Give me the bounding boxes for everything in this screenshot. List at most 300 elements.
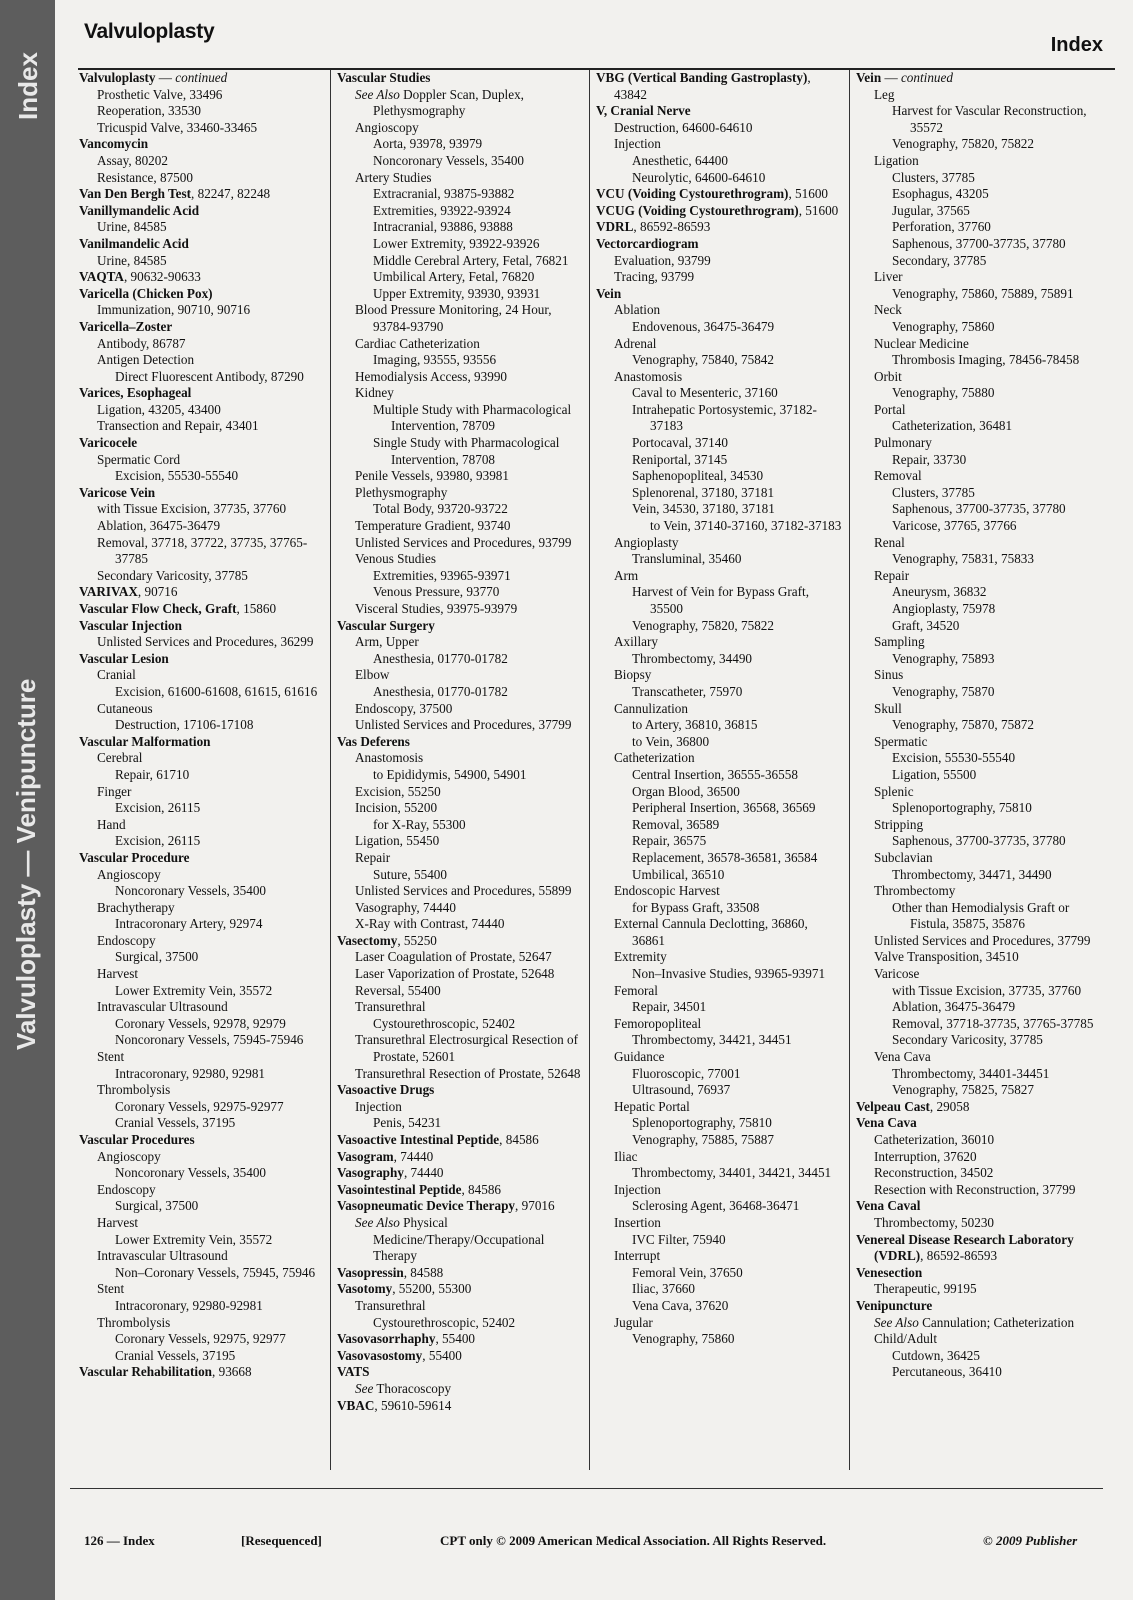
index-subentry: Lower Extremity, 93922-93926 bbox=[373, 235, 540, 251]
index-subentry: Coronary Vessels, 92975, 92977 bbox=[115, 1331, 286, 1347]
index-subentry: Aorta, 93978, 93979 bbox=[373, 136, 483, 152]
index-subentry: Secondary Varicosity, 37785 bbox=[97, 567, 248, 583]
index-subentry: Perforation, 37760 bbox=[892, 219, 991, 235]
index-subentry: Secondary, 37785 bbox=[892, 252, 987, 268]
index-subentry: Harvest bbox=[97, 1214, 139, 1230]
index-subentry: Repair, 61710 bbox=[115, 766, 190, 782]
index-subentry: Aneurysm, 36832 bbox=[892, 584, 987, 600]
index-main-entry: Vascular Injection bbox=[79, 617, 182, 633]
index-subentry: Biopsy bbox=[614, 667, 652, 683]
index-subentry: Venous Pressure, 93770 bbox=[373, 584, 500, 600]
index-subentry: Angioscopy bbox=[97, 866, 161, 882]
index-subentry: Umbilical Artery, Fetal, 76820 bbox=[373, 269, 535, 285]
index-subentry: Thrombosis Imaging, 78456-78458 bbox=[892, 352, 1080, 368]
index-subentry: Ligation, 43205, 43400 bbox=[97, 401, 221, 417]
index-subentry: Venography, 75885, 75887 bbox=[632, 1132, 774, 1147]
index-column-4 bbox=[856, 70, 1096, 1470]
index-main-entry: VDRL, 86592-86593 bbox=[596, 219, 711, 235]
index-subentry: Blood Pressure Monitoring, 24 Hour, 93784-93790 bbox=[355, 302, 552, 334]
index-subentry: Catheterization bbox=[614, 750, 695, 766]
side-tab-index bbox=[10, 52, 46, 180]
index-subentry: Therapeutic, 99195 bbox=[874, 1281, 977, 1297]
index-subentry: Splenoportography, 75810 bbox=[632, 1115, 772, 1131]
index-main-entry: VBG (Vertical Banding Gastroplasty), 43842 bbox=[596, 70, 811, 102]
index-column-3 bbox=[596, 70, 843, 1470]
publisher-notice: © 2009 Publisher bbox=[983, 1533, 1078, 1548]
index-subentry: Prosthetic Valve, 33496 bbox=[97, 86, 223, 102]
index-subentry: Ablation, 36475-36479 bbox=[97, 518, 221, 534]
index-subentry: Ablation bbox=[614, 302, 661, 318]
index-main-entry: Varices, Esophageal bbox=[79, 385, 192, 401]
index-main-entry: Valvuloplasty — continued bbox=[79, 70, 228, 85]
index-subentry: Stripping bbox=[874, 816, 924, 832]
index-subentry: Ligation bbox=[874, 152, 919, 168]
index-subentry: External Cannula Declotting, 36860, 36861 bbox=[614, 916, 808, 948]
index-main-entry: Vasovasorrhaphy, 55400 bbox=[337, 1331, 476, 1347]
index-subentry: Insertion bbox=[614, 1214, 661, 1230]
index-subentry: Plethysmography bbox=[355, 484, 448, 500]
index-main-entry: Vasovasostomy, 55400 bbox=[337, 1347, 462, 1363]
index-subentry: Skull bbox=[874, 700, 902, 716]
index-main-entry: Vein — continued bbox=[856, 70, 953, 85]
index-subentry: Angioplasty, 75978 bbox=[892, 601, 996, 616]
index-subentry: Angioplasty bbox=[614, 534, 679, 550]
index-subentry: Destruction, 17106-17108 bbox=[115, 717, 254, 733]
index-subentry: Excision, 55530-55540 bbox=[892, 750, 1016, 766]
index-subentry: Brachytherapy bbox=[97, 899, 175, 915]
index-subentry: Portal bbox=[874, 401, 906, 417]
index-subentry: Replacement, 36578-36581, 36584 bbox=[632, 849, 818, 865]
index-subentry: Axillary bbox=[614, 634, 658, 650]
index-subentry: Venography, 75893 bbox=[892, 650, 995, 666]
index-main-entry: Vena Cava bbox=[856, 1115, 917, 1131]
index-subentry: to Artery, 36810, 36815 bbox=[632, 717, 758, 733]
index-subentry: Unlisted Services and Procedures, 36299 bbox=[97, 634, 314, 650]
index-subentry: Endovenous, 36475-36479 bbox=[632, 318, 775, 334]
index-main-entry: Vascular Lesion bbox=[79, 650, 169, 666]
index-main-entry: VBAC, 59610-59614 bbox=[337, 1397, 452, 1413]
index-subentry: Coronary Vessels, 92975-92977 bbox=[115, 1098, 284, 1114]
index-subentry: Hemodialysis Access, 93990 bbox=[355, 368, 508, 384]
index-subentry: Evaluation, 93799 bbox=[614, 252, 711, 268]
index-main-entry: Vasoactive Drugs bbox=[337, 1082, 435, 1098]
index-subentry: to Vein, 37140-37160, 37182-37183 bbox=[650, 518, 842, 534]
index-main-entry: Vascular Procedures bbox=[79, 1132, 195, 1147]
side-tab bbox=[0, 0, 55, 1600]
index-subentry: Fluoroscopic, 77001 bbox=[632, 1065, 741, 1081]
index-main-entry: Varicella–Zoster bbox=[79, 318, 173, 334]
index-subentry: Venography, 75860, 75889, 75891 bbox=[892, 285, 1074, 301]
index-subentry: Assay, 80202 bbox=[97, 152, 168, 168]
index-subentry: Transection and Repair, 43401 bbox=[97, 418, 259, 434]
index-subentry: Neck bbox=[874, 302, 902, 318]
index-subentry: Vena Cava bbox=[874, 1049, 931, 1065]
index-subentry: Resection with Reconstruction, 37799 bbox=[874, 1181, 1076, 1197]
index-subentry: Excision, 61600-61608, 61615, 61616 bbox=[115, 683, 318, 699]
index-subentry: Femoropopliteal bbox=[614, 1015, 702, 1031]
index-main-entry: Vascular Flow Check, Graft, 15860 bbox=[79, 601, 277, 616]
index-subentry: Coronary Vessels, 92978, 92979 bbox=[115, 1015, 286, 1031]
index-subentry: Removal, 36589 bbox=[632, 816, 720, 832]
copyright-notice: CPT only © 2009 American Medical Association. All Rights Reserved. bbox=[440, 1533, 827, 1548]
index-main-entry: Varicella (Chicken Pox) bbox=[79, 285, 213, 301]
index-subentry: Sclerosing Agent, 36468-36471 bbox=[632, 1198, 800, 1214]
index-subentry: with Tissue Excision, 37735, 37760 bbox=[892, 982, 1082, 998]
index-subentry: Valve Transposition, 34510 bbox=[874, 949, 1019, 965]
index-subentry: Middle Cerebral Artery, Fetal, 76821 bbox=[373, 252, 569, 268]
index-subentry: Organ Blood, 36500 bbox=[632, 783, 740, 799]
index-main-entry: Vena Caval bbox=[856, 1198, 921, 1214]
index-subentry: Renal bbox=[874, 534, 905, 550]
index-subentry: Ligation, 55450 bbox=[355, 833, 440, 849]
index-subentry: Endoscopy bbox=[97, 1181, 156, 1197]
index-subentry: Extracranial, 93875-93882 bbox=[373, 186, 515, 202]
index-subentry: Excision, 55530-55540 bbox=[115, 468, 239, 484]
index-subentry: See Also Physical Medicine/Therapy/Occupational Therapy bbox=[355, 1214, 545, 1264]
index-subentry: Intracoronary, 92980, 92981 bbox=[115, 1065, 266, 1081]
index-subentry: Noncoronary Vessels, 35400 bbox=[115, 1165, 267, 1181]
index-subentry: Anesthesia, 01770-01782 bbox=[373, 683, 508, 699]
index-subentry: Cystourethroscopic, 52402 bbox=[373, 1314, 516, 1330]
index-subentry: Saphenopopliteal, 34530 bbox=[632, 468, 764, 484]
index-subentry: Child/Adult bbox=[874, 1331, 938, 1347]
index-subentry: Splenorenal, 37180, 37181 bbox=[632, 484, 775, 500]
index-subentry: Venography, 75870 bbox=[892, 683, 995, 699]
index-subentry: Noncoronary Vessels, 35400 bbox=[373, 152, 525, 168]
index-main-entry: Varicose Vein bbox=[79, 484, 156, 500]
index-subentry: Venography, 75860 bbox=[892, 318, 995, 334]
index-subentry: Anesthetic, 64400 bbox=[632, 152, 728, 168]
index-subentry: Cannulization bbox=[614, 700, 688, 716]
index-subentry: Injection bbox=[355, 1098, 402, 1114]
index-main-entry: Vascular Studies bbox=[337, 70, 431, 85]
index-subentry: Neurolytic, 64600-64610 bbox=[632, 169, 766, 185]
index-subentry: for X-Ray, 55300 bbox=[373, 816, 466, 832]
index-subentry: Venous Studies bbox=[355, 551, 436, 567]
index-subentry: Harvest of Vein for Bypass Graft, 35500 bbox=[632, 584, 810, 616]
index-subentry: Thrombectomy, 34490 bbox=[632, 650, 753, 666]
index-subentry: Femoral Vein, 37650 bbox=[632, 1264, 743, 1280]
index-subentry: Finger bbox=[97, 783, 132, 799]
index-subentry: Anastomosis bbox=[614, 368, 683, 384]
index-subentry: Spermatic Cord bbox=[97, 451, 181, 467]
index-main-entry: Vanillymandelic Acid bbox=[79, 202, 200, 218]
index-subentry: Interrupt bbox=[614, 1248, 661, 1264]
index-subentry: Guidance bbox=[614, 1049, 665, 1065]
index-main-entry: Vascular Malformation bbox=[79, 733, 211, 749]
index-subentry: Kidney bbox=[355, 385, 394, 401]
index-subentry: X-Ray with Contrast, 74440 bbox=[355, 916, 505, 932]
index-subentry: Tricuspid Valve, 33460-33465 bbox=[97, 119, 258, 135]
index-subentry: Extremities, 93965-93971 bbox=[373, 567, 511, 583]
index-subentry: Esophagus, 43205 bbox=[892, 186, 989, 202]
index-subentry: Venography, 75825, 75827 bbox=[892, 1082, 1034, 1098]
index-subentry: Removal bbox=[874, 468, 922, 484]
index-subentry: Jugular bbox=[614, 1314, 653, 1330]
index-subentry: Cerebral bbox=[97, 750, 143, 766]
index-subentry: Endoscopy, 37500 bbox=[355, 700, 453, 716]
index-subentry: Transurethral bbox=[355, 1297, 426, 1313]
index-main-entry: Vascular Rehabilitation, 93668 bbox=[79, 1364, 252, 1380]
index-main-entry: Vasography, 74440 bbox=[337, 1165, 444, 1181]
running-head-right: Index bbox=[1050, 34, 1103, 56]
index-subentry: Vein, 34530, 37180, 37181 bbox=[632, 501, 775, 517]
index-subentry: Lower Extremity Vein, 35572 bbox=[115, 982, 273, 998]
index-subentry: Repair, 36575 bbox=[632, 833, 707, 849]
index-subentry: Other than Hemodialysis Graft or Fistula, 35875, 35876 bbox=[892, 899, 1070, 932]
index-subentry: Arm bbox=[614, 567, 639, 583]
index-subentry: Angioscopy bbox=[97, 1148, 161, 1164]
index-subentry: Incision, 55200 bbox=[355, 800, 438, 816]
index-subentry: Venography, 75831, 75833 bbox=[892, 551, 1034, 567]
index-subentry: Arm, Upper bbox=[355, 634, 419, 650]
index-subentry: Unlisted Services and Procedures, 37799 bbox=[874, 932, 1091, 948]
index-subentry: Upper Extremity, 93930, 93931 bbox=[373, 285, 541, 301]
index-main-entry: VATS bbox=[337, 1364, 370, 1380]
side-tab-index-label: Index bbox=[13, 52, 43, 120]
index-subentry: Noncoronary Vessels, 35400 bbox=[115, 883, 267, 899]
index-subentry: Saphenous, 37700-37735, 37780 bbox=[892, 833, 1066, 849]
index-subentry: IVC Filter, 75940 bbox=[632, 1231, 726, 1247]
index-subentry: Imaging, 93555, 93556 bbox=[373, 352, 497, 368]
index-subentry: to Epididymis, 54900, 54901 bbox=[373, 766, 527, 782]
index-subentry: Stent bbox=[97, 1049, 125, 1065]
index-subentry: Hepatic Portal bbox=[614, 1098, 690, 1114]
index-subentry: Anastomosis bbox=[355, 750, 424, 766]
running-head-left: Valvuloplasty bbox=[84, 20, 215, 43]
index-subentry: Interruption, 37620 bbox=[874, 1148, 977, 1164]
index-subentry: Surgical, 37500 bbox=[115, 1198, 199, 1214]
index-subentry: Splenic bbox=[874, 783, 914, 799]
index-main-entry: Vanilmandelic Acid bbox=[79, 235, 189, 251]
index-subentry: Unlisted Services and Procedures, 37799 bbox=[355, 717, 572, 733]
index-main-entry: Vas Deferens bbox=[337, 733, 410, 749]
index-subentry: Thrombectomy, 34471, 34490 bbox=[892, 866, 1052, 882]
index-subentry: Temperature Gradient, 93740 bbox=[355, 518, 511, 534]
index-subentry: Artery Studies bbox=[355, 169, 432, 185]
index-main-entry: Vein bbox=[596, 285, 622, 301]
index-subentry: Reversal, 55400 bbox=[355, 982, 441, 998]
index-subentry: Repair bbox=[355, 849, 391, 865]
index-subentry: See Also Cannulation; Catheterization bbox=[874, 1314, 1075, 1330]
index-subentry: Percutaneous, 36410 bbox=[892, 1364, 1002, 1380]
index-subentry: Iliac bbox=[614, 1148, 638, 1164]
index-subentry: Intracranial, 93886, 93888 bbox=[373, 219, 513, 235]
index-main-entry: VAQTA, 90632-90633 bbox=[79, 269, 201, 285]
index-main-entry: Vasectomy, 55250 bbox=[337, 932, 437, 948]
column-divider bbox=[589, 70, 590, 1470]
index-main-entry: Varicocele bbox=[79, 435, 138, 451]
index-subentry: Transurethral bbox=[355, 999, 426, 1015]
index-subentry: Spermatic bbox=[874, 733, 928, 749]
index-main-entry: Vasoactive Intestinal Peptide, 84586 bbox=[337, 1132, 539, 1147]
index-subentry: Endoscopic Harvest bbox=[614, 883, 720, 899]
index-subentry: Catheterization, 36010 bbox=[874, 1132, 995, 1147]
index-subentry: Injection bbox=[614, 1181, 661, 1197]
index-subentry: Penis, 54231 bbox=[373, 1115, 442, 1131]
index-subentry: Excision, 26115 bbox=[115, 833, 201, 849]
index-subentry: Surgical, 37500 bbox=[115, 949, 199, 965]
index-subentry: Venography, 75840, 75842 bbox=[632, 352, 774, 368]
column-divider bbox=[849, 70, 850, 1470]
index-subentry: Ablation, 36475-36479 bbox=[892, 999, 1016, 1015]
index-subentry: Reniportal, 37145 bbox=[632, 451, 728, 467]
index-subentry: Repair, 34501 bbox=[632, 999, 707, 1015]
index-subentry: Thrombectomy, 50230 bbox=[874, 1214, 995, 1230]
index-subentry: Tracing, 93799 bbox=[614, 269, 695, 285]
index-subentry: Clusters, 37785 bbox=[892, 169, 975, 185]
index-subentry: Iliac, 37660 bbox=[632, 1281, 695, 1297]
index-subentry: Intravascular Ultrasound bbox=[97, 1248, 228, 1264]
index-main-entry: Vancomycin bbox=[79, 136, 149, 152]
index-subentry: Venography, 75820, 75822 bbox=[632, 617, 774, 633]
index-main-entry: Venereal Disease Research Laboratory (VDRL), 86592-86593 bbox=[856, 1231, 1074, 1264]
side-tab-range-label: Valvuloplasty — Venipuncture bbox=[11, 678, 41, 1050]
index-subentry: Cardiac Catheterization bbox=[355, 335, 480, 351]
resequenced-note: [Resequenced] bbox=[241, 1533, 322, 1548]
index-subentry: Lower Extremity Vein, 35572 bbox=[115, 1231, 273, 1247]
index-subentry: Cutaneous bbox=[97, 700, 153, 716]
index-subentry: Extremity bbox=[614, 949, 667, 965]
index-subentry: Caval to Mesenteric, 37160 bbox=[632, 385, 778, 401]
index-subentry: Sampling bbox=[874, 634, 925, 650]
index-subentry: Venography, 75880 bbox=[892, 385, 995, 401]
index-subentry: Removal, 37718, 37722, 37735, 37765-37785 bbox=[97, 534, 308, 567]
index-subentry: Anesthesia, 01770-01782 bbox=[373, 650, 508, 666]
index-subentry: Cranial Vessels, 37195 bbox=[115, 1347, 236, 1363]
index-subentry: Excision, 26115 bbox=[115, 800, 201, 816]
index-subentry: Destruction, 64600-64610 bbox=[614, 119, 753, 135]
index-subentry: Splenoportography, 75810 bbox=[892, 800, 1032, 816]
index-subentry: Hand bbox=[97, 816, 126, 832]
index-subentry: Excision, 55250 bbox=[355, 783, 441, 799]
index-subentry: Intrahepatic Portosystemic, 37182-37183 bbox=[632, 401, 817, 434]
index-subentry: Nuclear Medicine bbox=[874, 335, 969, 351]
index-subentry: Unlisted Services and Procedures, 55899 bbox=[355, 883, 572, 899]
index-subentry: Suture, 55400 bbox=[373, 866, 447, 882]
index-subentry: Harvest bbox=[97, 966, 139, 982]
index-main-entry: Vasointestinal Peptide, 84586 bbox=[337, 1181, 501, 1197]
index-subentry: Femoral bbox=[614, 982, 658, 998]
index-subentry: Cranial Vessels, 37195 bbox=[115, 1115, 236, 1131]
index-subentry: Harvest for Vascular Reconstruction, 35572 bbox=[892, 103, 1087, 135]
index-subentry: Central Insertion, 36555-36558 bbox=[632, 766, 798, 782]
footer-rule bbox=[70, 1488, 1103, 1489]
index-main-entry: V, Cranial Nerve bbox=[596, 103, 691, 119]
index-main-entry: Vascular Procedure bbox=[79, 849, 190, 865]
index-subentry: Thrombectomy, 34401, 34421, 34451 bbox=[632, 1165, 832, 1181]
index-subentry: Unlisted Services and Procedures, 93799 bbox=[355, 534, 572, 550]
index-subentry: to Vein, 36800 bbox=[632, 733, 710, 749]
index-subentry: Cranial bbox=[97, 667, 136, 683]
index-subentry: Varicose, 37765, 37766 bbox=[892, 518, 1017, 534]
index-subentry: Subclavian bbox=[874, 849, 933, 865]
index-main-entry: Vasopneumatic Device Therapy, 97016 bbox=[337, 1198, 555, 1214]
index-subentry: Transurethral Resection of Prostate, 52648 bbox=[355, 1065, 581, 1081]
index-main-entry: Vectorcardiogram bbox=[596, 235, 699, 251]
index-subentry: See Also Doppler Scan, Duplex, Plethysmography bbox=[355, 86, 524, 119]
index-subentry: Sinus bbox=[874, 667, 904, 683]
index-subentry: Transcatheter, 75970 bbox=[632, 683, 743, 699]
index-main-entry: Velpeau Cast, 29058 bbox=[856, 1098, 970, 1114]
index-subentry: Graft, 34520 bbox=[892, 617, 960, 633]
index-subentry: Laser Coagulation of Prostate, 52647 bbox=[355, 949, 552, 965]
index-subentry: Transluminal, 35460 bbox=[632, 551, 742, 567]
index-subentry: Venography, 75870, 75872 bbox=[892, 717, 1034, 733]
index-subentry: Laser Vaporization of Prostate, 52648 bbox=[355, 966, 555, 982]
side-tab-range bbox=[8, 660, 48, 1080]
index-subentry: Urine, 84585 bbox=[97, 252, 167, 268]
index-subentry: Antibody, 86787 bbox=[97, 335, 186, 351]
index-subentry: Clusters, 37785 bbox=[892, 484, 975, 500]
index-subentry: Elbow bbox=[355, 667, 390, 683]
index-subentry: Stent bbox=[97, 1281, 125, 1297]
index-subentry: Intracoronary, 92980-92981 bbox=[115, 1297, 263, 1313]
index-subentry: Reconstruction, 34502 bbox=[874, 1165, 994, 1181]
index-subentry: Varicose bbox=[874, 966, 920, 982]
index-subentry: Thrombectomy, 34421, 34451 bbox=[632, 1032, 792, 1048]
index-subentry: Non–Coronary Vessels, 75945, 75946 bbox=[115, 1264, 316, 1280]
column-divider bbox=[330, 70, 331, 1470]
index-subentry: Orbit bbox=[874, 368, 902, 384]
index-subentry: Catheterization, 36481 bbox=[892, 418, 1013, 434]
index-subentry: Total Body, 93720-93722 bbox=[373, 501, 508, 517]
index-subentry: Vasography, 74440 bbox=[355, 899, 456, 915]
index-subentry: See Thoracoscopy bbox=[355, 1380, 452, 1396]
index-subentry: Vena Cava, 37620 bbox=[632, 1297, 729, 1313]
index-subentry: Urine, 84585 bbox=[97, 219, 167, 235]
index-subentry: Transurethral Electrosurgical Resection of Prostate, 52601 bbox=[355, 1032, 579, 1065]
index-main-entry: Vasopressin, 84588 bbox=[337, 1264, 444, 1280]
index-subentry: Umbilical, 36510 bbox=[632, 866, 725, 882]
index-main-entry: Venipuncture bbox=[856, 1297, 933, 1313]
index-subentry: Noncoronary Vessels, 75945-75946 bbox=[115, 1032, 304, 1048]
index-subentry: Intracoronary Artery, 92974 bbox=[115, 916, 263, 932]
index-main-entry: Vasogram, 74440 bbox=[337, 1148, 434, 1164]
index-subentry: Portocaval, 37140 bbox=[632, 435, 728, 451]
index-subentry: Extremities, 93922-93924 bbox=[373, 202, 511, 218]
index-subentry: Thrombolysis bbox=[97, 1082, 171, 1098]
index-main-entry: VCUG (Voiding Cystourethrogram), 51600 bbox=[596, 202, 839, 218]
index-subentry: Intravascular Ultrasound bbox=[97, 999, 228, 1015]
index-column-2 bbox=[337, 70, 585, 1470]
index-subentry: Liver bbox=[874, 269, 903, 285]
index-main-entry: Vascular Surgery bbox=[337, 617, 435, 633]
index-subentry: Multiple Study with Pharmacological Intervention, 78709 bbox=[373, 401, 572, 434]
index-subentry: Ligation, 55500 bbox=[892, 766, 977, 782]
index-subentry: Cutdown, 36425 bbox=[892, 1347, 980, 1363]
index-subentry: Leg bbox=[874, 86, 895, 102]
index-subentry: Single Study with Pharmacological Intervention, 78708 bbox=[373, 435, 560, 467]
index-main-entry: VARIVAX, 90716 bbox=[79, 584, 178, 600]
index-subentry: Antigen Detection bbox=[97, 352, 195, 368]
index-subentry: Saphenous, 37700-37735, 37780 bbox=[892, 501, 1066, 517]
index-subentry: Ultrasound, 76937 bbox=[632, 1082, 731, 1098]
index-subentry: Repair, 33730 bbox=[892, 451, 967, 467]
index-subentry: Thrombectomy, 34401-34451 bbox=[892, 1065, 1050, 1081]
index-subentry: Adrenal bbox=[614, 335, 657, 351]
index-subentry: Venography, 75820, 75822 bbox=[892, 136, 1034, 152]
index-subentry: Non–Invasive Studies, 93965-93971 bbox=[632, 966, 826, 982]
index-subentry: Secondary Varicosity, 37785 bbox=[892, 1032, 1043, 1048]
index-main-entry: VCU (Voiding Cystourethrogram), 51600 bbox=[596, 186, 829, 202]
index-subentry: Direct Fluorescent Antibody, 87290 bbox=[115, 368, 304, 384]
index-subentry: Pulmonary bbox=[874, 435, 932, 451]
index-subentry: Thrombectomy bbox=[874, 883, 956, 899]
index-subentry: Venography, 75860 bbox=[632, 1331, 735, 1347]
index-subentry: Jugular, 37565 bbox=[892, 202, 970, 218]
index-main-entry: Vasotomy, 55200, 55300 bbox=[337, 1281, 472, 1297]
